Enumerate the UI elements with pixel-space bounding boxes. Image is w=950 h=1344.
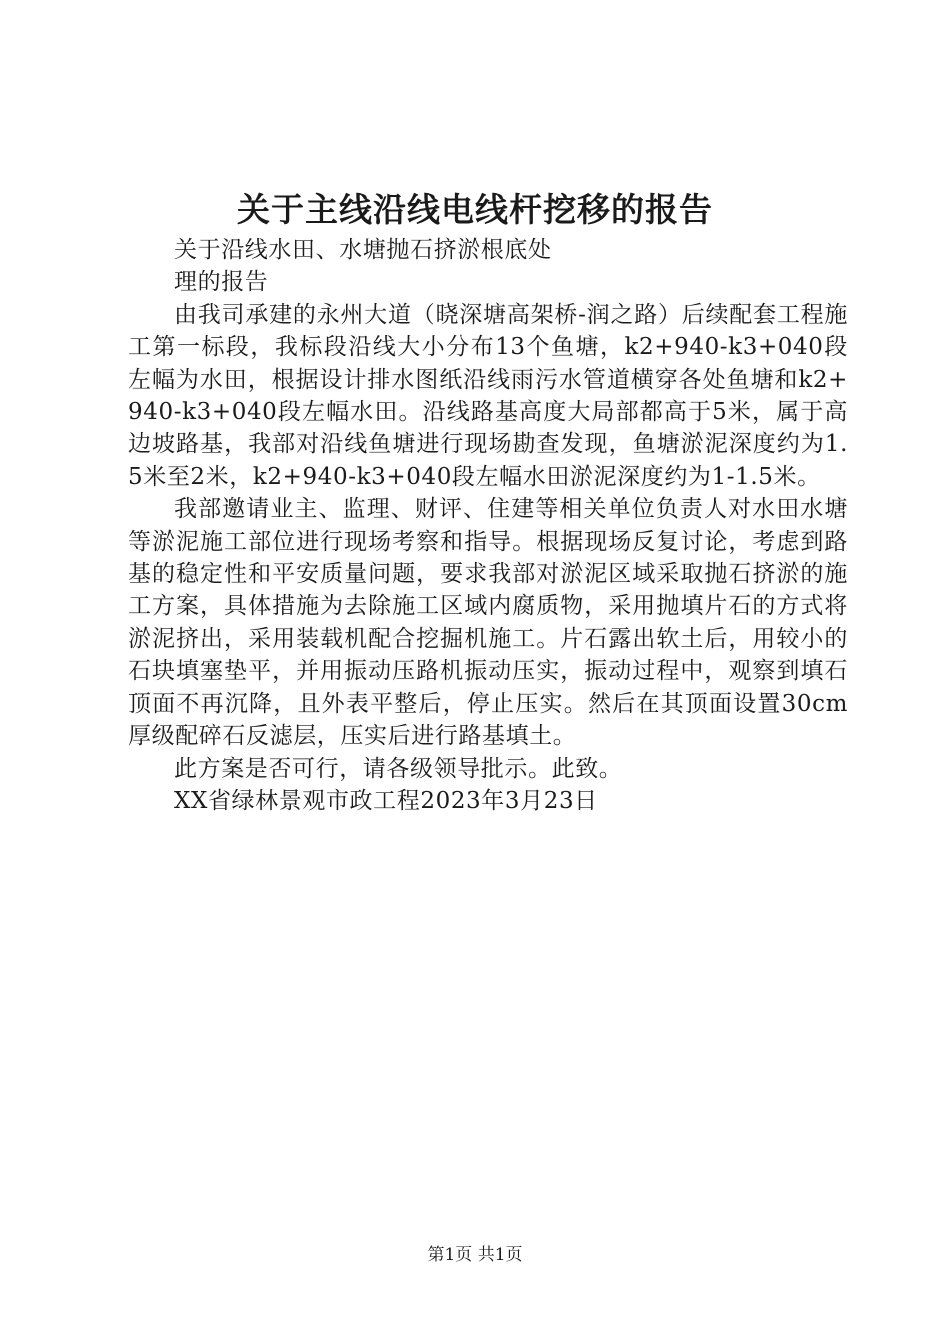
- page-footer: 第1页 共1页: [427, 1245, 523, 1265]
- subtitle-line-1: 关于沿线水田、水塘抛石挤淤根底处: [174, 237, 552, 263]
- paragraph-project-description: 由我司承建的永州大道（晓深塘高架桥-润之路）后续配套工程施工第一标段，我标段沿线大小分布13个鱼塘，k2+940-k3+040段左幅为水田，根据设计排水图纸沿线雨污水管道横穿各处鱼塘和k2+940-k3+040段左幅水田。沿线路基高度大局部都高于5米，属于高边坡路基，我部对沿线鱼塘进行现场勘查发现，鱼塘淤泥深度约为1.5米至2米，k2+940-k3+040段左幅水田淤泥深度约为1-1.5米。: [128, 301, 848, 490]
- subtitle-line-2: 理的报告: [174, 269, 269, 296]
- paragraph-request-approval: 此方案是否可行，请各级领导批示。此致。: [174, 755, 623, 782]
- paragraph-signature-date: XX省绿林景观市政工程2023年3月23日: [174, 787, 598, 814]
- document-body: [128, 234, 848, 817]
- document-title: 关于主线沿线电线杆挖移的报告: [237, 190, 713, 229]
- paragraph-construction-plan: 我部邀请业主、监理、财评、住建等相关单位负责人对水田水塘等淤泥施工部位进行现场考察和指导。根据现场反复讨论，考虑到路基的稳定性和平安质量问题，要求我部对淤泥区域采取抛石挤淤的施工方案，具体措施为去除施工区域内腐质物，采用抛填片石的方式将淤泥挤出，采用装载机配合挖掘机施工。片石露出软土后，用较小的石块填塞垫平，并用振动压路机振动压实，振动过程中，观察到填石顶面不再沉降，且外表平整后，停止压实。然后在其顶面设置30cm厚级配碎石反滤层，压实后进行路基填土。: [128, 496, 848, 750]
